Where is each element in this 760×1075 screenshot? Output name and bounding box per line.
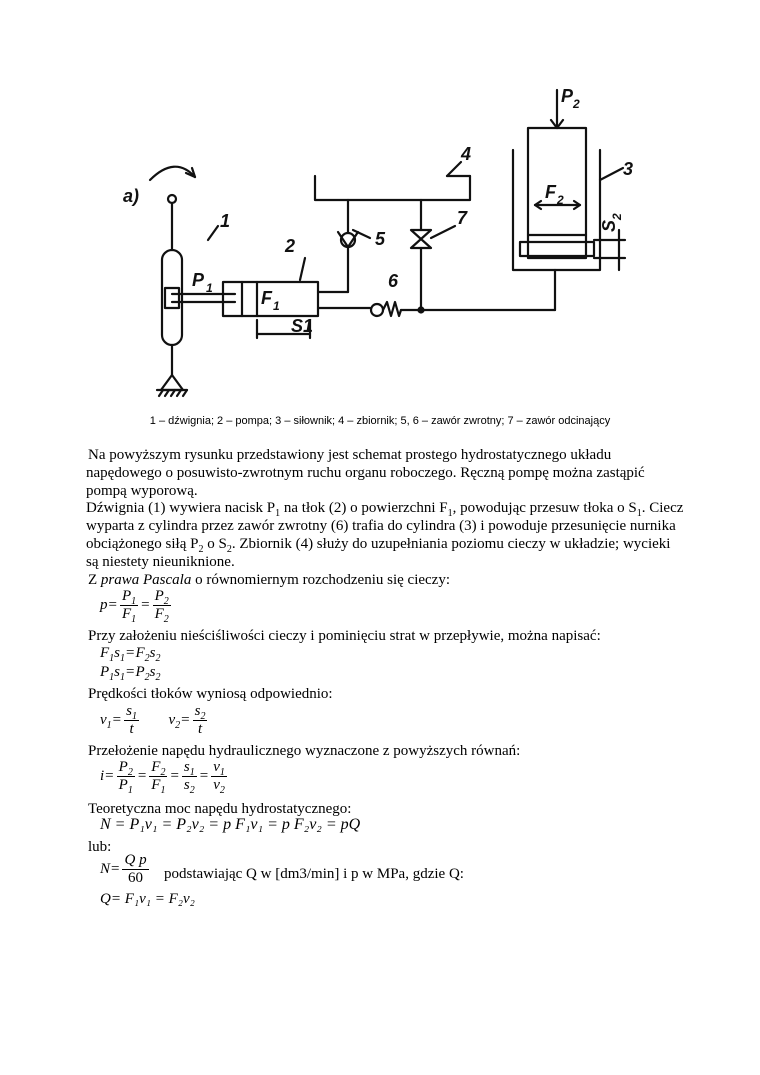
paragraph-lever [86, 499, 686, 571]
sub: 1 [106, 719, 112, 731]
sym: P [100, 664, 110, 680]
label-5: 5 [375, 229, 386, 249]
formula-flow [100, 891, 195, 908]
sub: 2 [175, 719, 181, 731]
sub: 2 [144, 672, 150, 683]
formula-volume [100, 645, 161, 662]
sym: F [154, 606, 164, 622]
denominator [117, 777, 135, 794]
op: = [181, 711, 190, 728]
label-6: 6 [388, 271, 399, 291]
sym: v [213, 777, 220, 793]
sym: v [213, 759, 220, 775]
denominator: t [129, 721, 134, 737]
fraction [193, 703, 208, 738]
shutoff-valve-7 [411, 230, 431, 248]
sym: v [168, 711, 176, 728]
numerator [211, 759, 227, 777]
sym: F [135, 645, 145, 661]
denominator [120, 606, 138, 623]
numerator [149, 759, 167, 777]
fraction [153, 588, 171, 623]
sub: 1 [131, 596, 137, 607]
lub-line: lub: [88, 839, 112, 855]
label-s2-sub: 2 [610, 213, 624, 220]
denominator [211, 777, 227, 794]
fraction [149, 759, 167, 794]
fraction [120, 588, 138, 623]
sym: s [194, 703, 201, 719]
sym: p [100, 596, 108, 613]
sub: 2 [155, 672, 161, 683]
sub: 1 [447, 508, 453, 519]
fraction [124, 703, 139, 738]
op: = [137, 767, 147, 784]
ratio-line: Przełożenie napędu hydraulicznego wyznaczone z powyższych równań: [88, 743, 521, 759]
fraction [182, 759, 197, 794]
op: = [126, 645, 135, 661]
denominator: t [197, 721, 203, 737]
label-4: 4 [461, 144, 472, 164]
label-3: 3 [623, 159, 634, 179]
sub: 2 [155, 653, 161, 664]
formula-speeds [100, 703, 209, 738]
sub: 1 [131, 614, 137, 625]
denominator: 60 [128, 870, 144, 886]
op: = [108, 596, 117, 613]
sym: N [100, 860, 111, 877]
sym: P [118, 759, 128, 775]
op: = [112, 711, 122, 728]
sym: P [154, 588, 164, 604]
sym: F [121, 606, 132, 622]
numerator [124, 703, 139, 721]
pascal-a: Z [88, 572, 101, 588]
sym: P [118, 777, 128, 793]
sym: s [183, 759, 190, 775]
sym: s [149, 645, 156, 661]
op: = [170, 767, 179, 784]
sym: s [149, 664, 156, 680]
label-f2: F [545, 182, 556, 202]
label-p1-sub: 1 [206, 281, 213, 295]
sym: s [183, 777, 190, 793]
numerator: Q p [124, 852, 147, 868]
figure-caption: 1 – dźwignia; 2 – pompa; 3 – siłownik; 4 – zbiornik; 5, 6 – zawór zwrotny; 7 – zawór odcinający [149, 415, 611, 427]
sym: s [126, 703, 132, 719]
sub: 2 [219, 785, 225, 796]
pascal-line [88, 571, 450, 589]
op: = [199, 767, 209, 784]
numerator [117, 759, 135, 777]
paragraph-intro-text: Na powyższym rysunku przedstawiony jest schemat prostego hydrostatycznego układu napędowego o posuwisto-zwrotnym ruchu organu roboczego. Ręczną pompę można zastąpić pompą wyporową. [86, 447, 645, 499]
p2-a: Dźwignia (1) wywiera nacisk P [86, 500, 276, 516]
sub: 2 [160, 767, 166, 778]
lever-top-pivot [168, 195, 176, 203]
sym: s [114, 645, 121, 661]
sub: 2 [200, 711, 206, 722]
pascal-law: prawa Pascala [100, 572, 192, 588]
sub: 1 [275, 508, 281, 519]
sub: 2 [144, 653, 150, 664]
hydraulic-schematic [95, 80, 655, 400]
substitution-line: podstawiając Q w [dm3/min] i p w MPa, gdzie Q: [164, 866, 464, 882]
incompressibility-line: Przy założeniu nieściśliwości cieczy i pominięciu strat w przepływie, można napisać: [88, 628, 601, 644]
formula-ratio [100, 759, 229, 794]
p2-b: na tłok (2) o powierzchni F [280, 500, 448, 516]
label-p1: P [192, 270, 205, 290]
numerator [120, 588, 138, 606]
sub: 1 [120, 653, 126, 664]
sub: 2 [127, 767, 133, 778]
label-f2-sub: 2 [557, 193, 564, 207]
formula-work [100, 664, 161, 681]
pascal-c: o równomiernym rozchodzeniu się cieczy: [191, 572, 450, 588]
op: = [111, 860, 120, 877]
ground-pivot [161, 375, 183, 390]
sub: 1 [189, 767, 195, 778]
formula-power-alt [100, 852, 151, 887]
numerator [193, 703, 208, 721]
sym: P [121, 588, 132, 604]
sub: 1 [127, 785, 133, 796]
denominator [149, 777, 167, 794]
numerator [182, 759, 197, 777]
label-s1: S1 [291, 316, 314, 336]
sym: P [135, 664, 145, 680]
sub: 1 [109, 653, 115, 664]
sym: F [100, 645, 110, 661]
flow-rhs: = F₁v₁ = F₂v₂ [110, 891, 195, 907]
fraction [117, 759, 135, 794]
p2-c: , powodując przesuw tłoka o S [452, 500, 637, 516]
power-heading: Teoretyczna moc napędu hydrostatycznego: [88, 801, 352, 817]
label-f1-sub: 1 [273, 299, 280, 313]
sub: 2 [189, 785, 195, 796]
numerator [153, 588, 171, 606]
sub: 1 [109, 672, 115, 683]
op: = [126, 664, 135, 680]
p2-e: o S [203, 536, 227, 552]
sym: i [100, 767, 105, 784]
sub: 1 [636, 508, 642, 519]
check-valve-6 [371, 304, 383, 316]
sym: F [151, 777, 161, 793]
sub: 2 [163, 614, 169, 625]
op: = [105, 767, 114, 784]
p2-f: . Zbiornik (4) służy do uzupełniania poziomu cieczy w układzie; wycieki są niestety nieuniknione. [86, 536, 671, 570]
label-p2-sub: 2 [573, 97, 580, 111]
sym: Q [100, 891, 111, 907]
sub: 1 [219, 767, 225, 778]
denominator [153, 606, 171, 623]
op: = [141, 596, 150, 613]
label-1: 1 [220, 211, 231, 231]
fraction [211, 759, 227, 794]
sym: s [114, 664, 121, 680]
sub: 2 [226, 544, 232, 555]
sub: 1 [160, 785, 166, 796]
speeds-line: Prędkości tłoków wyniosą odpowiednio: [88, 686, 333, 702]
paragraph-intro [86, 446, 686, 500]
denominator [182, 777, 197, 794]
label-2: 2 [285, 236, 296, 256]
sub: 2 [163, 596, 169, 607]
label-s2: S [599, 219, 619, 232]
sub: 2 [198, 544, 204, 555]
fraction [122, 852, 148, 887]
tank [315, 176, 470, 200]
formula-pascal [100, 588, 173, 623]
sub: 1 [120, 672, 126, 683]
formula-power: N = P₁v₁ = P₂v₂ = p F₁v₁ = p F₂v₂ = pQ [100, 816, 361, 833]
sub: 1 [131, 711, 137, 722]
sym: F [151, 759, 161, 775]
label-a: a) [123, 186, 140, 206]
label-f1: F [261, 288, 272, 308]
label-p2: P [561, 86, 574, 106]
sym: v [100, 711, 107, 728]
label-7: 7 [457, 208, 468, 228]
p2-d: . Ciecz wyparta z cylindra przez zawór zwrotny (6) trafia do cylindra (3) i powoduje przesunięcie nurnika obciążonego siłą P [86, 500, 684, 552]
